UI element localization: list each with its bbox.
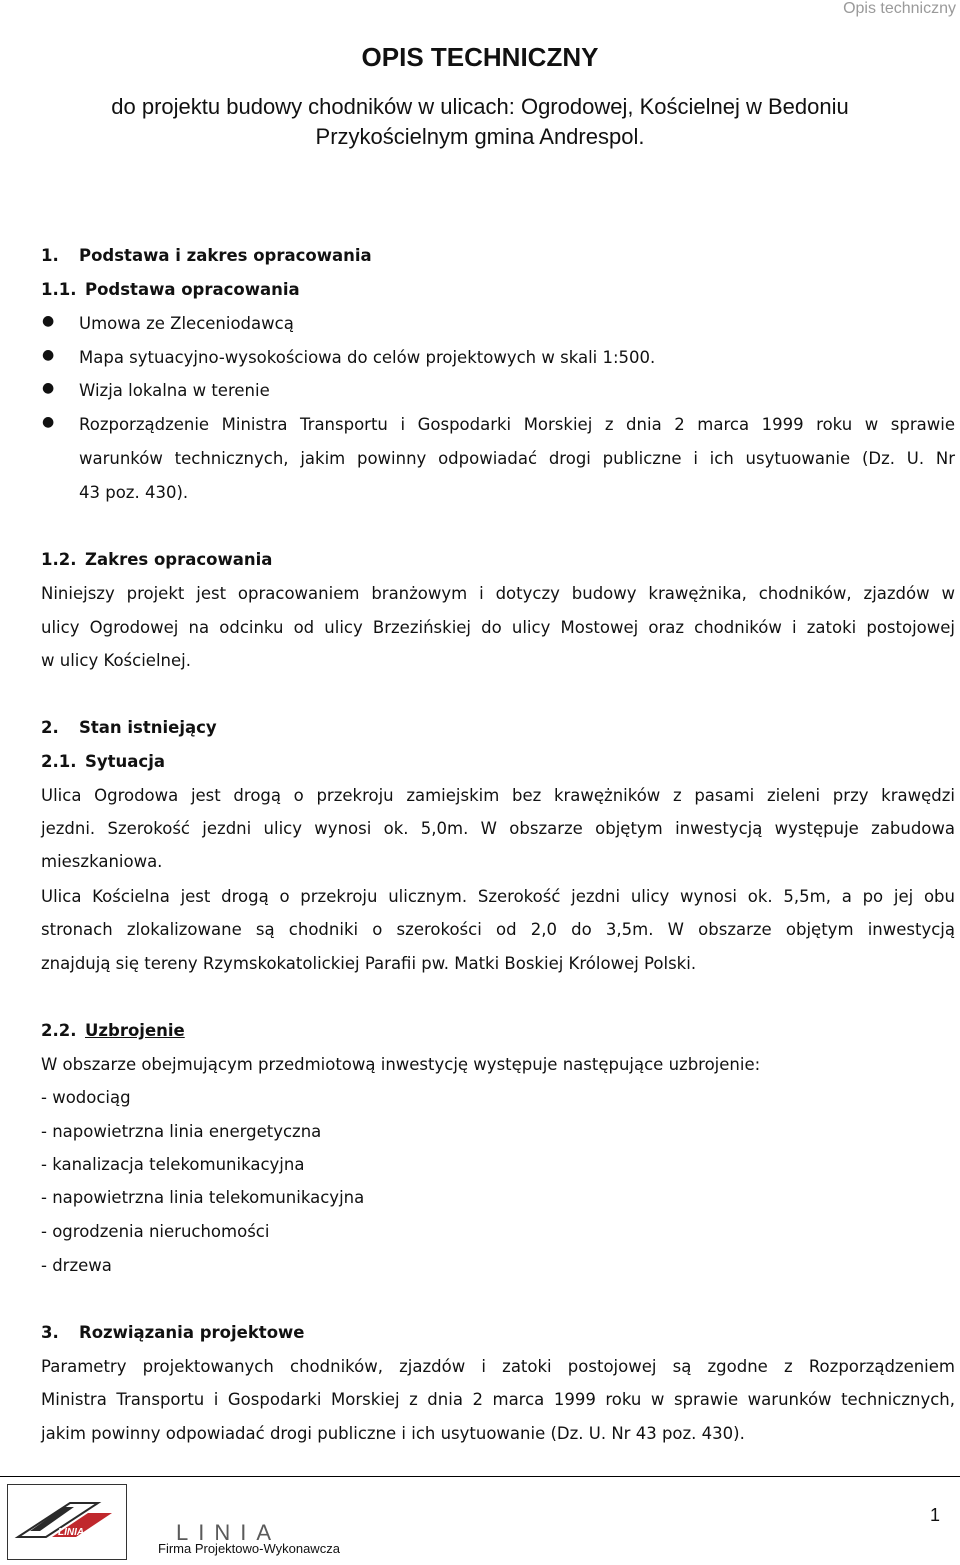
paragraph-line: W obszarze obejmującym przedmiotową inwestycję występuje następujące uzbrojenie: [41,1055,761,1074]
section-3-heading [41,1320,304,1346]
section-number: 2.1. [41,752,77,771]
section-title: Uzbrojenie [85,1021,185,1040]
company-name: Firma Projektowo-Wykonawcza [158,1541,340,1556]
section-2-heading [41,715,217,741]
document-title: OPIS TECHNICZNY [361,42,599,72]
section-1-1-heading [41,277,300,303]
footer-divider [0,1476,960,1477]
section-title: Zakres opracowania [85,550,273,569]
list-item-line: 43 poz. 430). [79,483,189,502]
section-2-2-heading [41,1018,185,1044]
list-item: Umowa ze Zleceniodawcą [79,314,294,333]
list-item-line: Rozporządzenie Ministra Transportu i Gospodarki Morskiej z dnia 2 marca 1999 roku w sprawie [79,415,955,434]
running-header: Opis techniczny [843,0,956,17]
section-number: 1. [41,246,59,265]
page-number: 1 [929,1505,940,1525]
bullet-icon: ● [42,414,55,430]
svg-text:LINIA: LINIA [58,1527,85,1538]
list-item: Mapa sytuacyjno-wysokościowa do celów projektowych w skali 1:500. [79,348,656,367]
paragraph-line: jezdni. Szerokość jezdni ulicy wynosi ok. 5,0m. W obszarze objętym inwestycją występuje zabudowa [41,819,955,838]
section-title: Sytuacja [85,752,165,771]
paragraph-line: Parametry projektowanych chodników, zjazdów i zatoki postojowej są zgodne z Rozporządzeniem [41,1357,955,1376]
section-1-heading [41,243,372,269]
list-item-line: warunków technicznych, jakim powinny odpowiadać drogi publiczne i ich usytuowanie (Dz. U. Nr [79,449,955,468]
document-subtitle: do projektu budowy chodników w ulicach: Ogrodowej, Kościelnej w Bedoniu Przykościelnym gmina Andrespol. [111,94,849,149]
section-title: Stan istniejący [79,718,217,737]
bullet-icon: ● [42,380,55,396]
list-item: - wodociąg [41,1088,131,1107]
list-item: - kanalizacja telekomunikacyjna [41,1155,305,1174]
logo-wordmark: LINIA [176,1520,282,1545]
section-number: 2.2. [41,1021,77,1040]
list-item: - drzewa [41,1256,112,1275]
section-2-1-heading [41,749,165,775]
paragraph-line: mieszkaniowa. [41,852,163,871]
paragraph-line: Ministra Transportu i Gospodarki Morskiej z dnia 2 marca 1999 roku w sprawie warunków technicznych, [41,1390,955,1409]
paragraph-line: Niniejszy projekt jest opracowaniem branżowym i dotyczy budowy krawężnika, chodników, zjazdów w [41,584,955,603]
bullet-icon: ● [42,313,55,329]
paragraph-line: Ulica Ogrodowa jest drogą o przekroju zamiejskim bez krawężników z pasami zieleni przy krawędzi [41,786,955,805]
list-item: - ogrodzenia nieruchomości [41,1222,270,1241]
list-item: Wizja lokalna w terenie [79,381,270,400]
section-number: 1.2. [41,550,77,569]
company-logo [7,1484,127,1560]
section-title: Rozwiązania projektowe [79,1323,305,1342]
list-item: - napowietrzna linia energetyczna [41,1122,322,1141]
section-title: Podstawa i zakres opracowania [79,246,372,265]
logo-graphic [8,1485,126,1559]
section-1-2-heading [41,547,272,573]
paragraph-line: Ulica Kościelna jest drogą o przekroju ulicznym. Szerokość jezdni ulicy wynosi ok. 5,5m, a po jej obu [41,887,955,906]
paragraph-line: stronach zlokalizowane są chodniki o szerokości od 2,0 do 3,5m. W obszarze objętym inwestycją [41,920,955,939]
section-number: 2. [41,718,59,737]
section-number: 1.1. [41,280,77,299]
paragraph-line: w ulicy Kościelnej. [41,651,191,670]
bullet-icon: ● [42,347,55,363]
paragraph-line: jakim powinny odpowiadać drogi publiczne i ich usytuowanie (Dz. U. Nr 43 poz. 430). [41,1424,745,1443]
section-title: Podstawa opracowania [85,280,300,299]
list-item: - napowietrzna linia telekomunikacyjna [41,1188,365,1207]
section-number: 3. [41,1323,59,1342]
paragraph-line: znajdują się tereny Rzymskokatolickiej Parafii pw. Matki Boskiej Królowej Polski. [41,954,697,973]
paragraph-line: ulicy Ogrodowej na odcinku od ulicy Brzezińskiej do ulicy Mostowej oraz chodników i zatoki postojowej [41,618,955,637]
